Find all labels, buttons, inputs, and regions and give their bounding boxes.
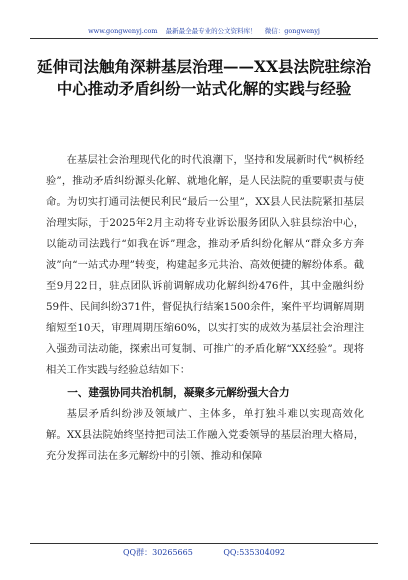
section-heading-1: 一、建强协同共治机制，凝聚多元解纷强大合力 (67, 387, 290, 399)
header-divider (30, 38, 378, 39)
header-slogan: 最新最全最专业的公文资料库！ (165, 27, 257, 35)
footer-divider (30, 543, 378, 544)
document-body (46, 150, 364, 467)
page-footer (0, 547, 408, 558)
footer-qq-group: QQ群：30265665 (122, 548, 193, 557)
footer-qq: QQ:535304092 (223, 548, 285, 557)
document-title: 延伸司法触角深耕基层治理——XX县法院驻综治中心推动矛盾纠纷一站式化解的实践与经验 (36, 57, 372, 98)
intro-paragraph: 在基层社会治理现代化的时代浪潮下，坚持和发展新时代“枫桥经验”，推动矛盾纠纷源头化解、就地化解，是人民法院的重要职责与使命。为切实打通司法便民利民“最后一公里”，XX县人民法院紧扣基层治理实际，于2025年2月主动将专业诉讼服务团队入驻县综治中心，以能动司法践行“如我在诉”理念，推动矛盾纠纷化解从“群众多方奔波”向“一站式办理”转变，构建起多元共治、高效便捷的解纷体系。截至9月22日，驻点团队诉前调解成功化解纠纷476件，其中金融纠纷59件、民间纠纷371件，督促执行结案1500余件，案件平均调解周期缩短至10天，审理周期压缩60%，以实打实的成效为基层社会治理注入强劲司法动能，探索出可复制、可推广的矛盾化解“XX经验”。现将相关工作实践与经验总结如下： (46, 154, 364, 376)
section-paragraph-1: 基层矛盾纠纷涉及领域广、主体多，单打独斗难以实现高效化解。XX县法院始终坚持把司法工作融入党委领导的基层治理大格局，充分发挥司法在多元解纷中的引领、推动和保障 (46, 408, 364, 462)
page-header (0, 26, 408, 35)
site-link[interactable]: www.gongwenyj.com (88, 27, 158, 35)
header-wechat: 微信：gongwenyj (264, 27, 320, 35)
